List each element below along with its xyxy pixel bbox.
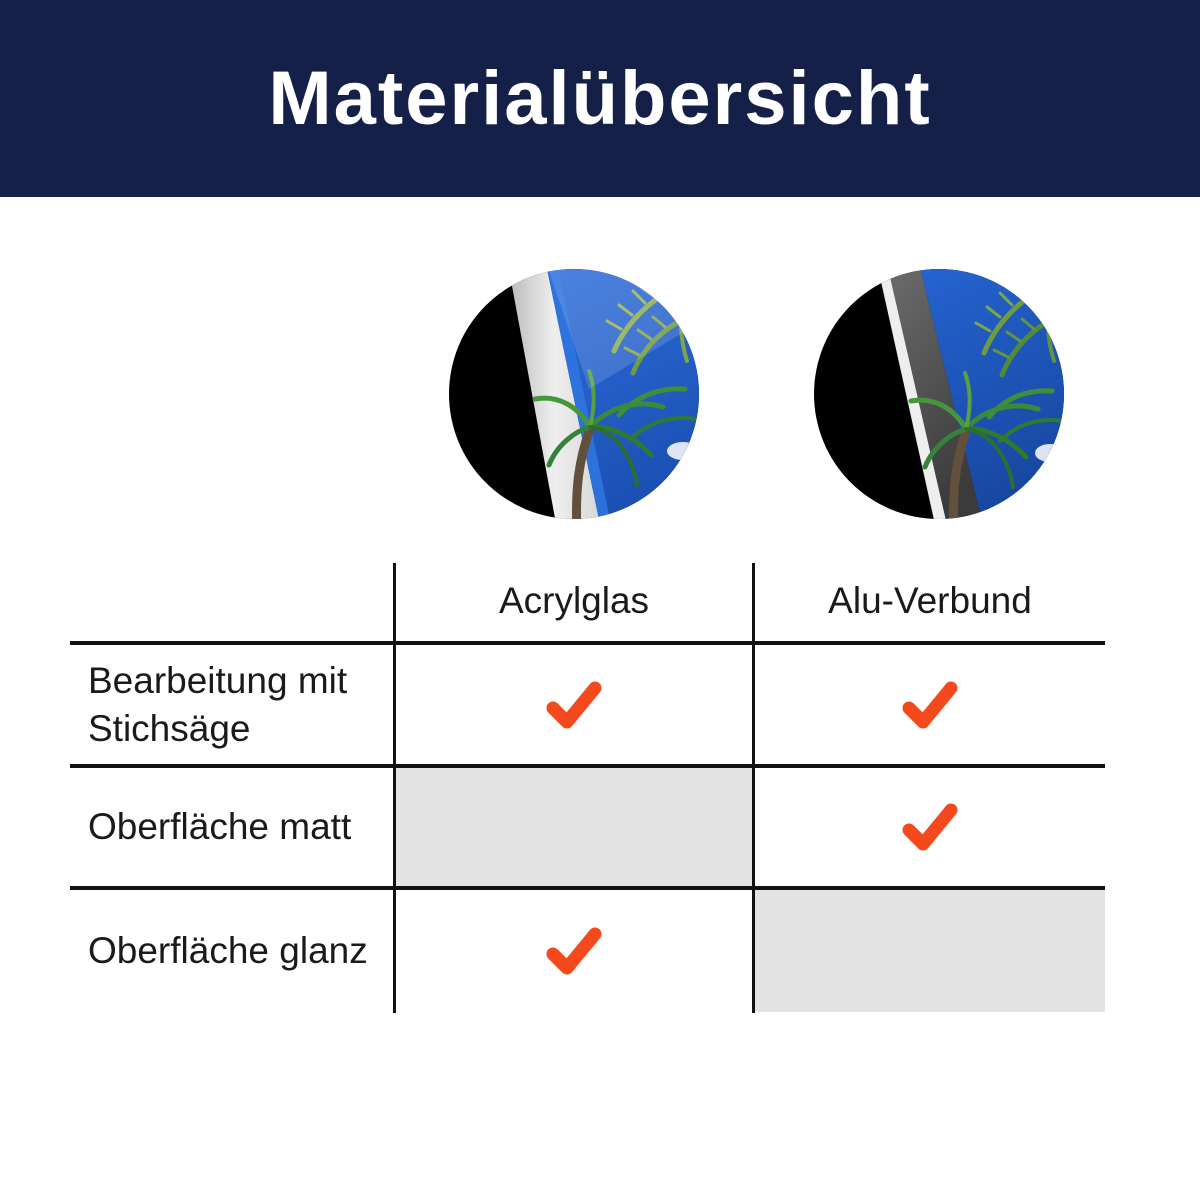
row-label-oberflaeche-glanz: Oberfläche glanz [88,930,368,972]
row-label-stichsaege: Bearbeitung mit Stichsäge [88,660,348,749]
cloud [1035,444,1064,462]
check-icon [901,679,959,731]
acrylglas-sample-photo [449,269,699,519]
row-label-oberflaeche-matt: Oberfläche matt [88,806,352,848]
column-header-acrylglas: Acrylglas [498,579,650,621]
cloud [667,442,699,460]
table-cell [755,645,1105,764]
check-icon [545,925,603,977]
table-cell [396,645,752,764]
check-icon [545,679,603,731]
column-header-alu-verbund: Alu-Verbund [828,579,1032,621]
check-icon [901,801,959,853]
alu-verbund-sample-photo [814,269,1064,519]
table-cell [396,890,752,1012]
header-band [0,0,1200,197]
table-cell [396,768,752,886]
table-cell [755,768,1105,886]
page-title: Materialübersicht [268,56,932,141]
table-cell [755,890,1105,1012]
